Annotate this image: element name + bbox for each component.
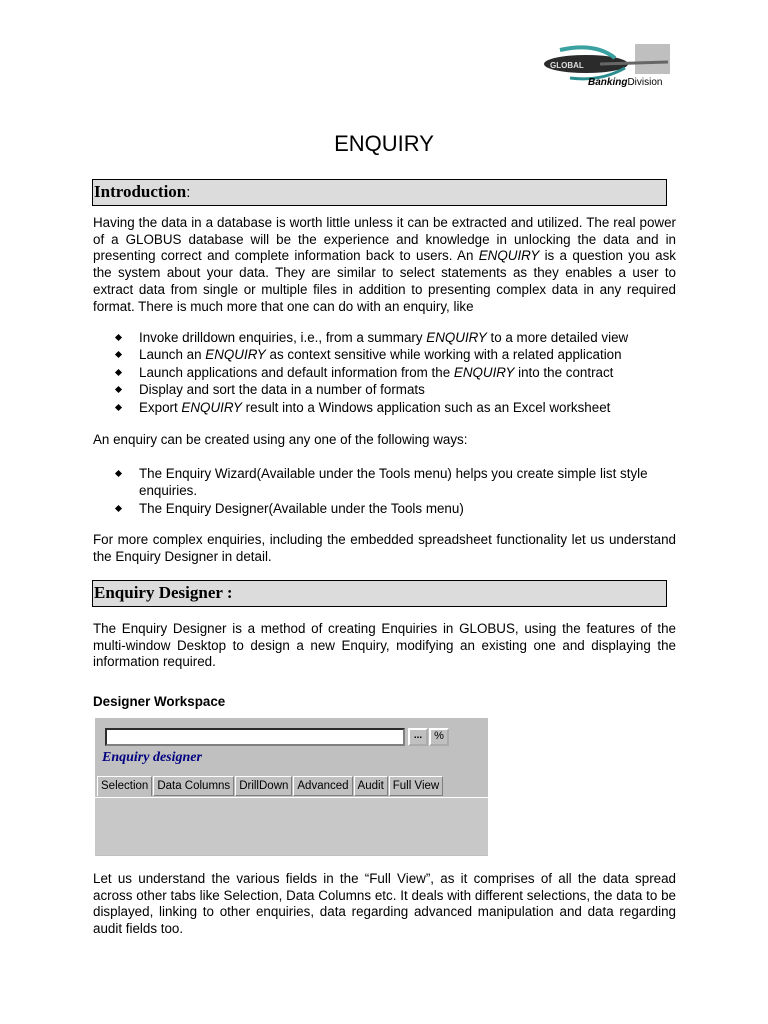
complex-enquiries-paragraph: For more complex enquiries, including the embedded spreadsheet functionality let us understand the Enquiry Designer in detail. [93,532,676,564]
intro-paragraph: Having the data in a database is worth little unless it can be extracted and utilized. The real power of a GLOBUS database will be the experience and knowledge in unlocking the data and in presenting correct and complete information back to users. An ENQUIRY is a question you ask the system about your data. They are similar to select statements as they enables a user to extract data from single or multiple files in addition to presenting complex data in any required format. There is much more that one can do with an enquiry, like [93,215,676,314]
tab-full-view[interactable]: Full View [389,776,443,796]
diamond-bullet-icon [115,351,122,358]
diamond-bullet-icon [115,386,122,393]
designer-tabs [97,776,444,796]
section-heading-enquiry-designer: Enquiry Designer : [92,580,667,607]
tab-data-columns[interactable]: Data Columns [153,776,234,796]
tab-drilldown[interactable]: DrillDown [235,776,292,796]
page-title: ENQUIRY [334,131,434,156]
enquiry-designer-title: Enquiry designer [102,750,202,765]
list-item: Export ENQUIRY result into a Windows application such as an Excel worksheet [93,399,676,416]
ways-list [93,465,676,517]
globus-banking-division-logo: GLOBAL BankingDivision [540,44,670,90]
capability-list [93,329,676,416]
designer-paragraph: The Enquiry Designer is a method of creating Enquiries in GLOBUS, using the features of the multi-window Desktop to design a new Enquiry, modifying an existing one and displaying the information required. [93,621,676,670]
diamond-bullet-icon [115,470,122,477]
list-item: Launch an ENQUIRY as context sensitive while working with a related application [93,346,676,363]
list-item: Display and sort the data in a number of formats [93,381,676,398]
tab-content-panel [95,797,488,855]
diamond-bullet-icon [115,334,122,341]
svg-text:GLOBAL: GLOBAL [550,61,584,70]
tab-selection[interactable]: Selection [97,776,152,796]
diamond-bullet-icon [115,404,122,411]
tab-advanced[interactable]: Advanced [293,776,352,796]
designer-workspace-screenshot [93,718,488,856]
browse-button[interactable]: ... [408,728,428,746]
designer-workspace-label: Designer Workspace [93,694,226,709]
list-item: The Enquiry Designer(Available under the Tools menu) [93,500,676,517]
diamond-bullet-icon [115,369,122,376]
diamond-bullet-icon [115,505,122,512]
list-item: Launch applications and default information from the ENQUIRY into the contract [93,364,676,381]
list-item: The Enquiry Wizard(Available under the Tools menu) helps you create simple list style enquiries. [93,465,676,500]
ways-intro-text: An enquiry can be created using any one of the following ways: [93,432,468,447]
list-item: Invoke drilldown enquiries, i.e., from a summary ENQUIRY to a more detailed view [93,329,676,346]
full-view-paragraph: Let us understand the various fields in the “Full View”, as it comprises of all the data spread across other tabs like Selection, Data Columns etc. It deals with different selections, the data to be displayed, linking to other enquiries, data regarding advanced manipulation and data regarding audit fields too. [93,871,676,937]
section-heading-introduction: Introduction: [92,179,667,206]
percent-button[interactable]: % [429,728,449,746]
tab-audit[interactable]: Audit [354,776,388,796]
enquiry-name-input[interactable] [105,728,405,746]
